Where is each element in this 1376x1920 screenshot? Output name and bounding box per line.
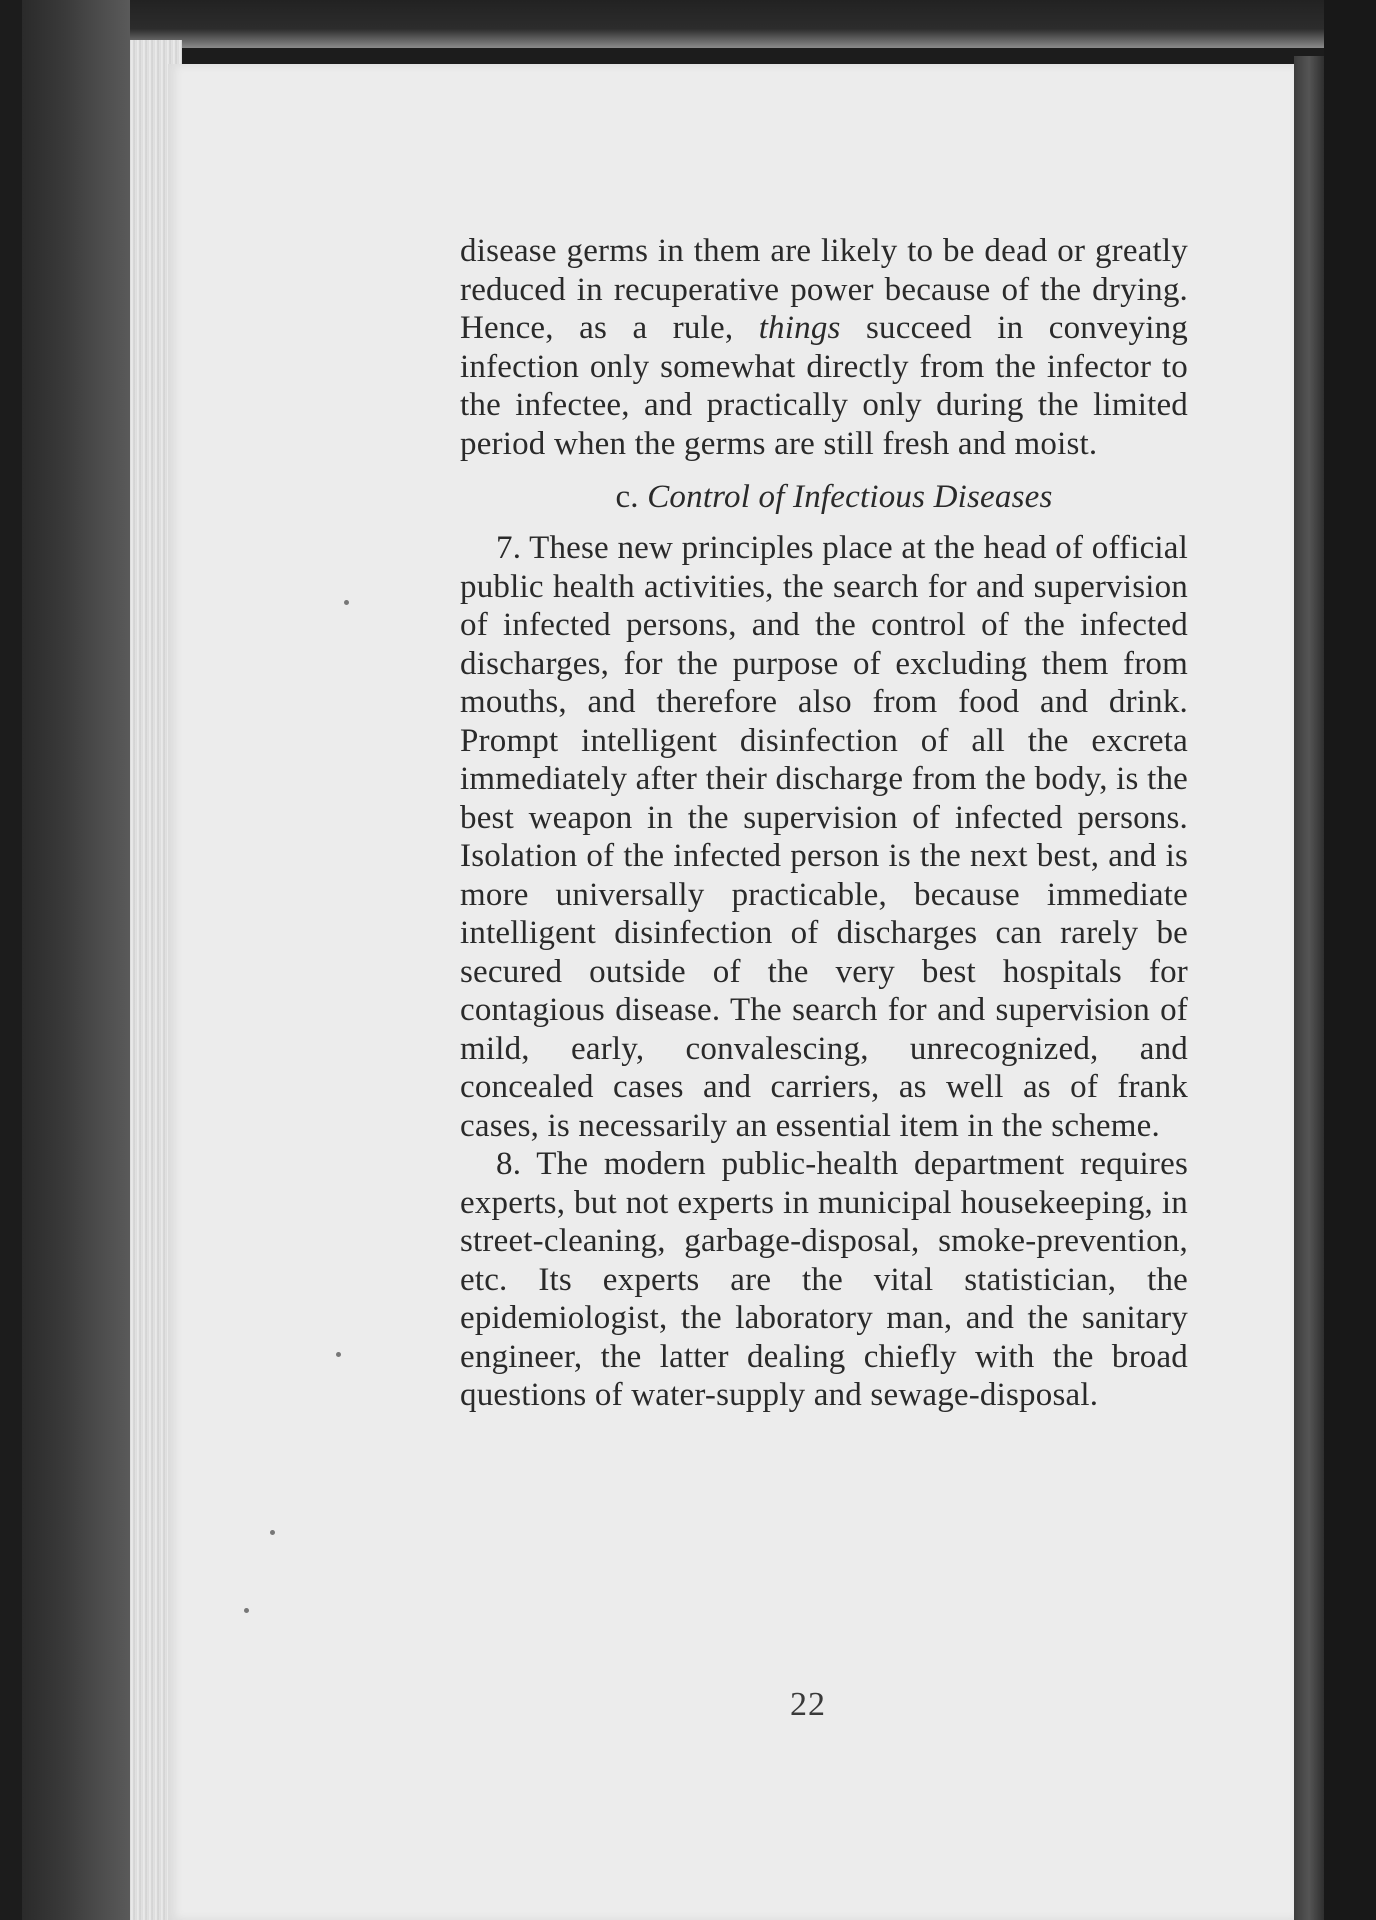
page-number: 22	[790, 1686, 826, 1723]
continued-paragraph-end: succeed in conveying infection only somewhat directly from the infector to the infectee, and practically only during the limited period when the germs are still fresh and moist.	[460, 310, 1188, 462]
paragraph-7-text: These new principles place at the head of official public health activities, the search for and supervision of infected persons, and the control of the infected discharges, for the purpose of excluding them from mouths, and therefore also from food and drink. Prompt intelligent disinfection of all the excreta immediately after their discharge from the body, is the best weapon in the supervision of infected persons. Isolation of the infected person is the next best, and is more universally practicable, because immediate intelligent disinfection of discharges can rarely be secured outside of the very best hospitals for contagious disease. The search for and supervision of mild, early, convalescing, unrecognized, and concealed cases and carriers, as well as of frank cases, is necessarily an essential item in the scheme.	[460, 530, 1188, 1144]
section-heading-title: Control of Infectious Diseases	[647, 479, 1053, 515]
continued-paragraph	[460, 232, 1188, 463]
book-cover-left	[22, 0, 130, 1920]
page-text	[460, 232, 1188, 1415]
paragraph-7-number: 7.	[496, 530, 522, 566]
scan-top-band	[130, 0, 1324, 48]
paragraph-8-number: 8.	[496, 1146, 522, 1182]
scan-speck	[336, 1352, 341, 1357]
section-heading	[460, 477, 1188, 517]
paragraph-7	[460, 529, 1188, 1145]
paragraph-8-text: The modern public-health department requires experts, but not experts in municipal housekeeping, in street-cleaning, garbage-disposal, smoke-prevention, etc. Its experts are the vital statistician, the epidemiologist, the laboratory man, and the sanitary engineer, the latter dealing chiefly with the broad questions of water-supply and sewage-disposal.	[460, 1146, 1188, 1413]
scan-speck	[244, 1608, 249, 1613]
book-right-edge	[1294, 56, 1324, 1920]
continued-paragraph-italic: things	[758, 310, 841, 346]
scan-speck	[344, 600, 349, 605]
continued-paragraph-start: disease germs in them are likely to be dead or greatly reduced in recuperative power because of the drying. Hence, as a rule,	[460, 233, 1188, 346]
section-heading-letter: c.	[615, 479, 639, 515]
paragraph-8	[460, 1145, 1188, 1415]
scan-right-border	[1324, 0, 1376, 1920]
scan-speck	[270, 1530, 275, 1535]
